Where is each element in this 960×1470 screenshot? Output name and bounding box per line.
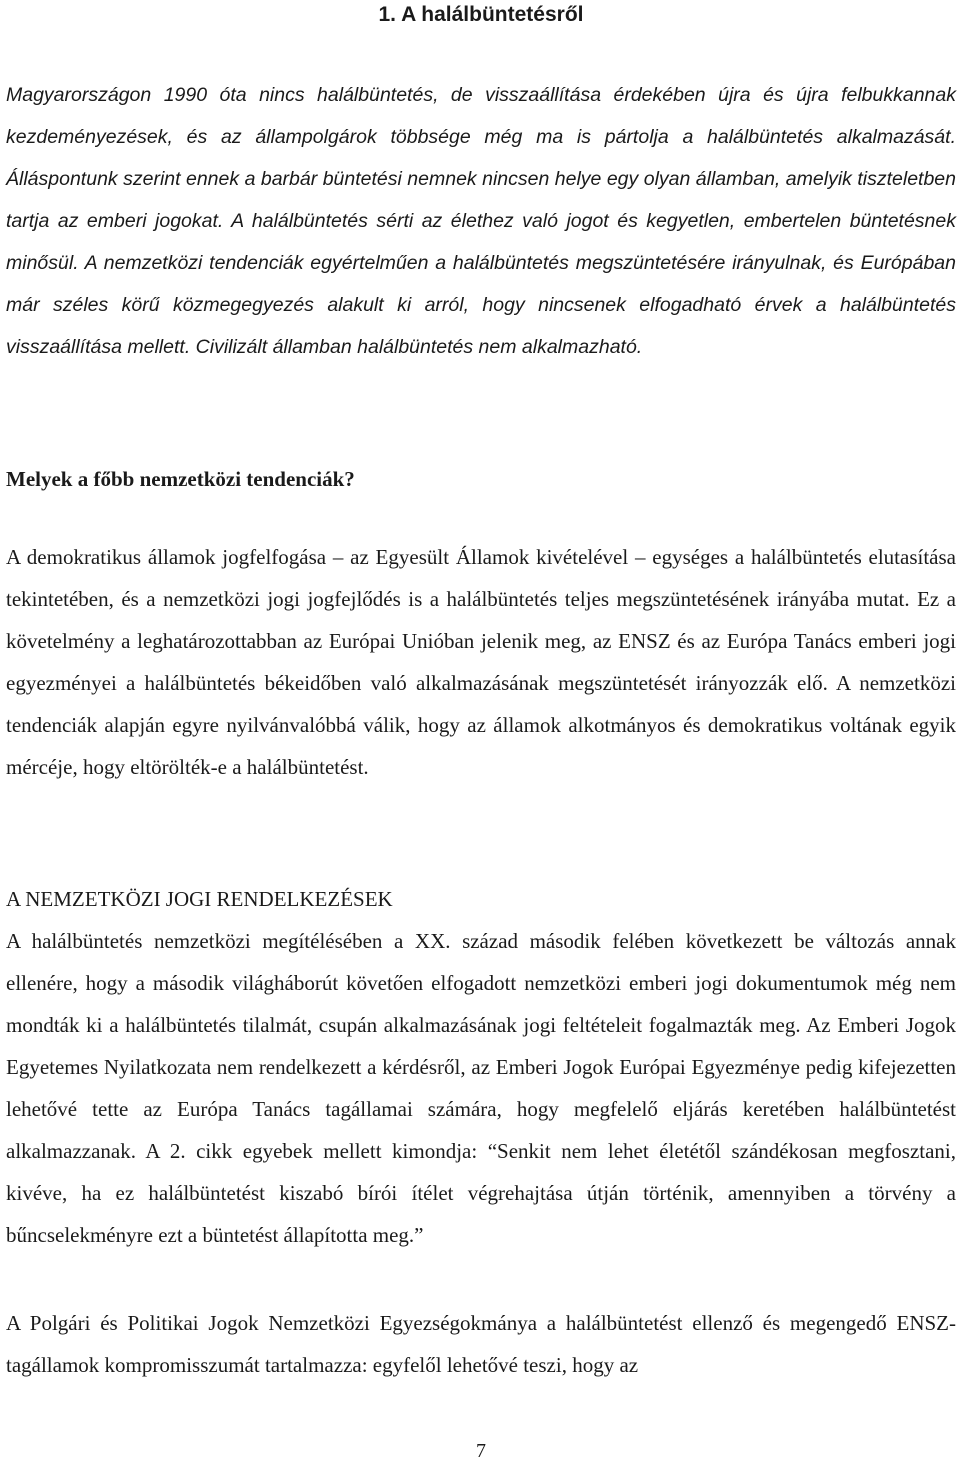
question-heading: Melyek a főbb nemzetközi tendenciák? <box>6 467 355 491</box>
subsection-heading: A NEMZETKÖZI JOGI RENDELKEZÉSEK <box>6 887 393 911</box>
body-paragraph-2: A halálbüntetés nemzetközi megítélésében a XX. század második felében következett be változás annak ellenére, hogy a második világháborút követően elfogadott nemzetközi emberi jogi dokumentumok még nem mondták ki a halálbüntetés tilalmát, csupán alkalmazásának jogi feltételeit fogalmazták meg. Az Emberi Jogok Egyetemes Nyilatkozata nem rendelkezett a kérdésről, az Emberi Jogok Európai Egyezménye pedig kifejezetten lehetővé tette az Európa Tanács tagállamai számára, hogy megfelelő eljárás keretében halálbüntetést alkalmazzanak. A 2. cikk egyebek mellett kimondja: “Senkit nem lehet életétől szándékosan megfosztani, kivéve, ha ez halálbüntetést kiszabó bírói ítélet végrehajtása útján történik, amennyiben a törvény a bűncselekményre ezt a büntetést állapította meg.” <box>6 929 956 1247</box>
intro-paragraph: Magyarországon 1990 óta nincs halálbüntetés, de visszaállítása érdekében újra és újra felbukkannak kezdeményezések, és az állampolgárok többsége még ma is pártolja a halálbüntetés alkalmazását. Álláspontunk szerint ennek a barbár büntetési nemnek nincsen helye egy olyan államban, amelyik tiszteletben tartja az emberi jogokat. A halálbüntetés sérti az élethez való jogot és kegyetlen, embertelen büntetésnek minősül. A nemzetközi tendenciák egyértelműen a halálbüntetés megszüntetésére irányulnak, és Európában már széles körű közmegegyezés alakult ki arról, hogy nincsenek elfogadható érvek a halálbüntetés visszaállítása mellett. Civilizált államban halálbüntetés nem alkalmazható. <box>6 84 956 358</box>
body-paragraph-1: A demokratikus államok jogfelfogása – az Egyesült Államok kivételével – egységes a halálbüntetés elutasítása tekintetében, és a nemzetközi jogi jogfejlődés is a halálbüntetés teljes megszüntetésének irányába mutat. Ez a követelmény a leghatározottabban az Európai Unióban jelenik meg, az ENSZ és az Európa Tanács emberi jogi egyezményei a halálbüntetés békeidőben való alkalmazásának megszüntetését irányozzák elő. A nemzetközi tendenciák alapján egyre nyilvánvalóbbá válik, hogy az államok alkotmányos és demokratikus voltának egyik mércéje, hogy eltörölték-e a halálbüntetést. <box>6 545 956 779</box>
body-paragraph-3: A Polgári és Politikai Jogok Nemzetközi Egyezségokmánya a halálbüntetést ellenző és megengedő ENSZ-tagállamok kompromisszumát tartalmazza: egyfelől lehetővé teszi, hogy az <box>6 1311 956 1377</box>
page-number: 7 <box>476 1440 486 1462</box>
section-title: 1. A halálbüntetésről <box>378 3 584 26</box>
